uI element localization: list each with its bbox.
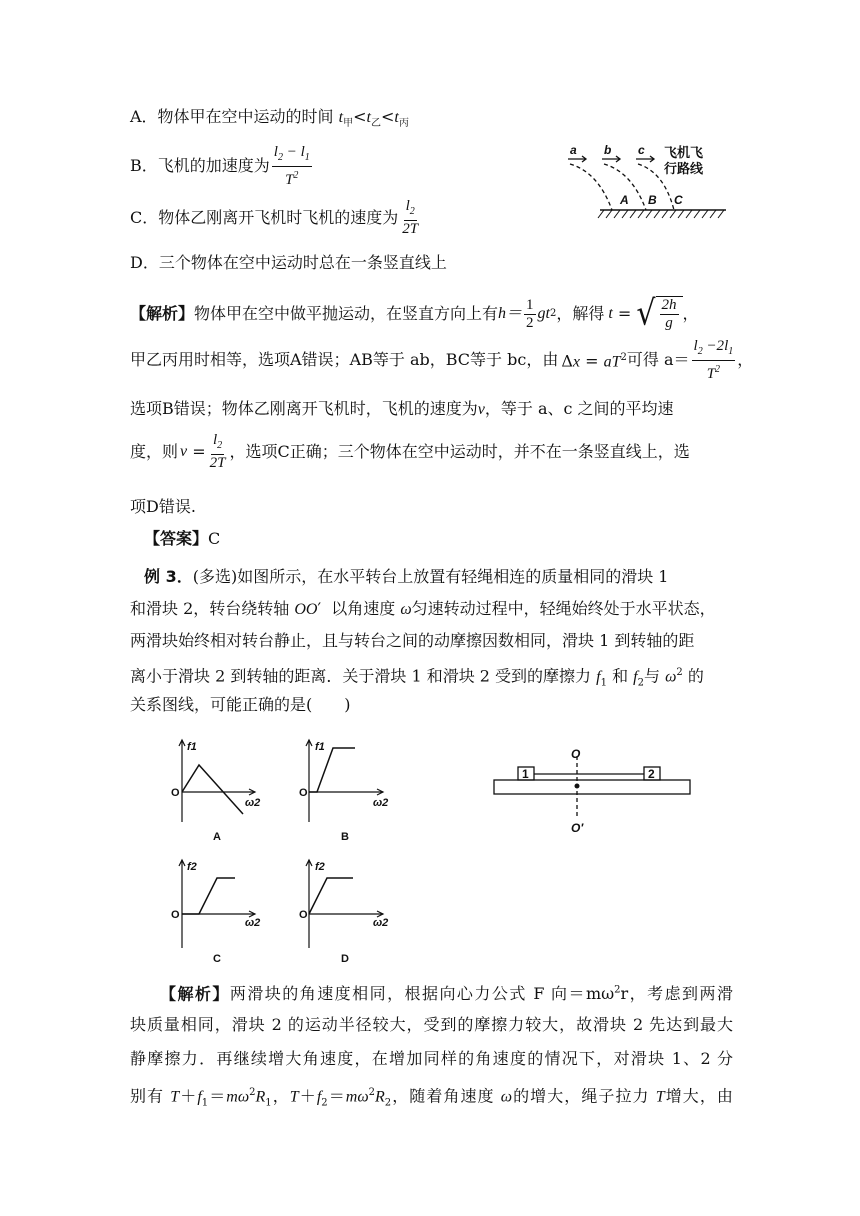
analysis1-tag: 【解析】 — [130, 304, 195, 323]
graph-b-ylabel: f1 — [315, 741, 325, 753]
example3-line5: 关系图线，可能正确的是( ) — [130, 695, 351, 714]
graph-d-xlabel: ω2 — [373, 917, 389, 929]
analysis1-line2: 甲乙丙用时相等，选项A错误； AB等于 ab，BC等于 bc，由 $\Delta x = aT^2$ 可得 a＝ $\frac{l_2 -2l_1}{T^2}$ ， — [130, 337, 754, 382]
block-2-label: 2 — [648, 767, 655, 781]
label-C: C — [674, 193, 683, 207]
graph-b-origin: O — [299, 787, 308, 799]
option-c-lead: C．物体乙刚离开飞机时飞机的速度为 — [130, 208, 399, 227]
label-A: A — [620, 193, 629, 207]
analysis2-line3: 静摩擦力．再继续增大角速度，在增加同样的角速度的情况下，对滑块 1、2 分 — [130, 1049, 733, 1068]
route-label-2: 行路线 — [664, 161, 704, 176]
axis-label-o: O — [571, 747, 581, 761]
analysis1-line4: 度，则 v = $\frac{l_2}{2T}$ ，选项C正确；三个物体在空中运动时，并不在一条竖直线上，选 — [130, 432, 690, 471]
label-B: B — [648, 193, 657, 207]
example3-line4: 离小于滑块 2 到转轴的距离．关于滑块 1 和滑块 2 受到的摩擦力 $f_1$ 和 $f_2$与 $\omega^2$ 的 — [130, 666, 704, 689]
graph-d-origin: O — [299, 909, 308, 921]
block-1-label: 1 — [522, 767, 529, 781]
a-fraction: $\frac{l_2 -2l_1}{T^2}$ — [693, 337, 734, 382]
graph-c-xlabel: ω2 — [245, 917, 261, 929]
label-b: b — [604, 143, 612, 157]
analysis2-line1: 【解析】两滑块的角速度相同，根据向心力公式 F 向$=m\omega^2r$，考虑到两滑 — [160, 984, 733, 1004]
graph-c-origin: O — [171, 909, 180, 921]
v-fraction: $\frac{l_2}{2T}$ — [209, 432, 226, 471]
answer-value: C — [208, 529, 221, 548]
axis-label-o-prime: O′ — [571, 821, 584, 835]
answer-tag: 【答案】 — [144, 529, 209, 548]
example3-line2: 和滑块 2，转台绕转轴 OO′ 以角速度 ω匀速转动过程中，轻绳始终处于水平状态， — [130, 599, 716, 618]
option-d: D．三个物体在空中运动时总在一条竖直线上 — [130, 253, 447, 272]
graph-c-label: C — [213, 953, 221, 965]
half-fraction: $\frac{1}{2}$ — [526, 296, 534, 331]
analysis2-line4: 别有 $T+f_1=m\omega^2R_1$，$T+f_2=m\omega^2R_2$，随着角速度 ω的增大，绳子拉力 T增大，由 — [130, 1086, 733, 1109]
graph-b-label: B — [341, 831, 349, 843]
plane-drop-figure — [560, 142, 730, 222]
graph-a-ylabel: f1 — [187, 741, 197, 753]
graph-d-ylabel: f2 — [315, 861, 325, 873]
graph-c-ylabel: f2 — [187, 861, 197, 873]
analysis2-tag: 【解析】 — [160, 984, 230, 1004]
analysis1-line1: 【解析】 物体甲在空中做平抛运动，在竖直方向上有 h＝ $\frac{1}{2}$ gt 2 ，解得 t = √ $\frac{2h}{g}$ ， — [130, 293, 699, 334]
graph-a-label: A — [213, 831, 221, 843]
turntable-figure — [488, 746, 698, 846]
option-a: A．物体甲在空中运动的时间 $t_甲<t_乙<t_丙$ — [130, 107, 409, 130]
acceleration-fraction: $\frac{l_2 - l_1}{T^2}$ — [273, 143, 310, 188]
graph-a-origin: O — [171, 787, 180, 799]
sqrt-formula: √ $\frac{2h}{g}$ — [636, 296, 682, 332]
example3-line3: 两滑块始终相对转台静止，且与转台之间的动摩擦因数相同，滑块 1 到转轴的距 — [130, 631, 695, 650]
analysis1-line5: 项D错误. — [130, 497, 196, 516]
graph-a-xlabel: ω2 — [245, 797, 261, 809]
route-label-1: 飞机飞 — [664, 145, 704, 160]
option-a-lead: A．物体甲在空中运动的时间 — [130, 107, 339, 126]
option-b-lead: B．飞机的加速度为 — [130, 156, 270, 175]
answer-line — [144, 528, 733, 550]
graph-d-label: D — [341, 953, 349, 965]
analysis2-line2: 块质量相同，滑块 2 的运动半径较大，受到的摩擦力较大，故滑块 2 先达到最大 — [130, 1015, 733, 1034]
speed-fraction: $\frac{l_2}{2T}$ — [402, 198, 419, 237]
label-c: c — [638, 143, 645, 157]
friction-graphs — [165, 730, 405, 965]
graph-b-xlabel: ω2 — [373, 797, 389, 809]
analysis1-line3: 选项B错误；物体乙刚离开飞机时，飞机的速度为v，等于 a、c 之间的平均速 — [130, 399, 674, 418]
example3-line1: 例 3．(多选)如图所示，在水平转台上放置有轻绳相连的质量相同的滑块 1 — [144, 567, 669, 586]
label-a: a — [570, 143, 577, 157]
